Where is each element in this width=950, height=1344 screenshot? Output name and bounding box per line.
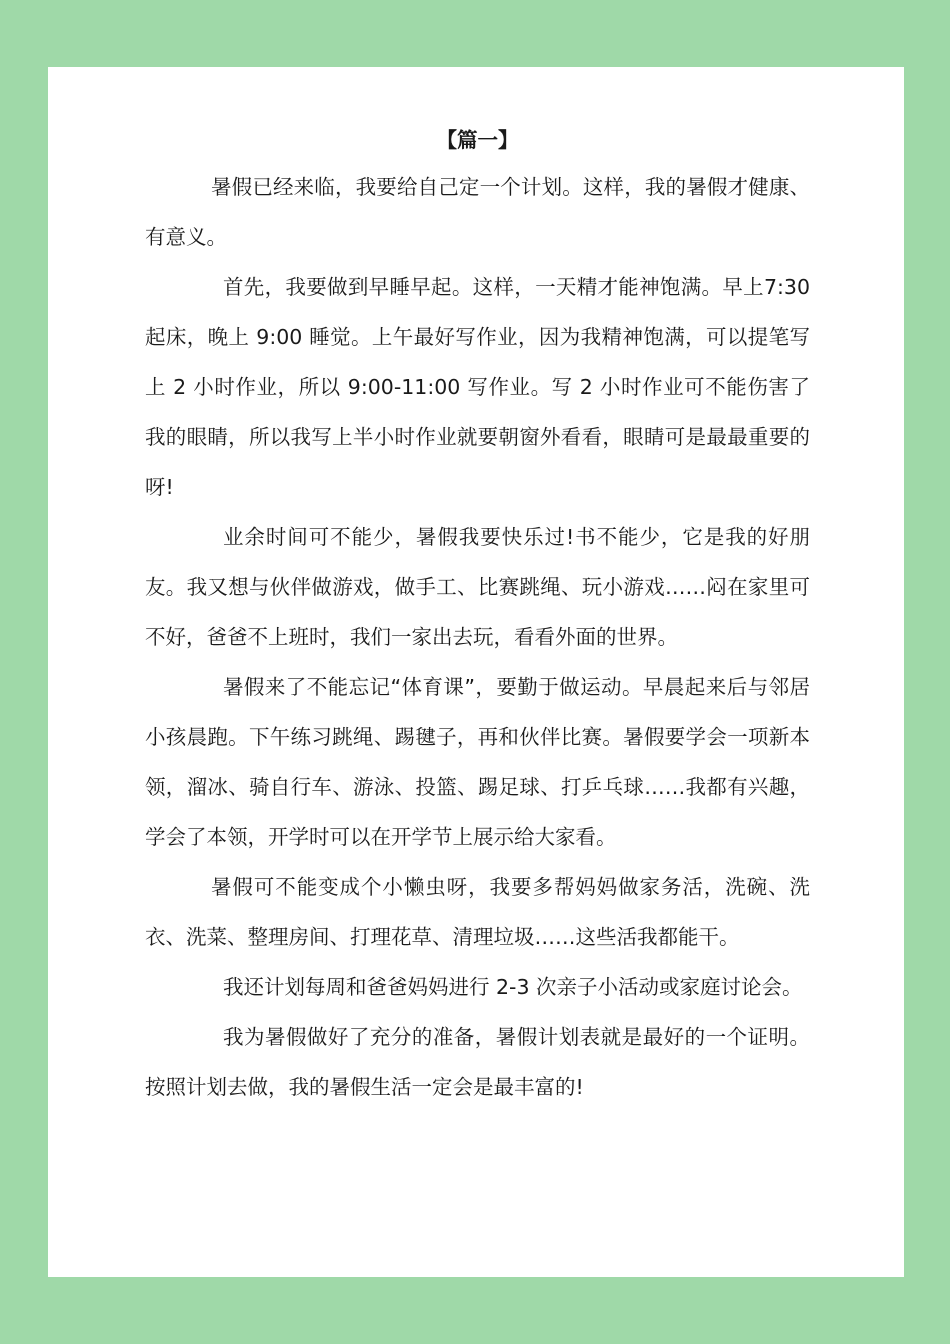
document-body xyxy=(145,118,810,1112)
paragraph-family-activities: 我还计划每周和爸爸妈妈进行 2-3 次亲子小活动或家庭讨论会。 xyxy=(223,975,803,999)
paragraph-chores: 暑假可不能变成个小懒虫呀，我要多帮妈妈做家务活，洗碗、洗衣、洗菜、整理房间、打理花草、清理垃圾……这些活我都能干。 xyxy=(145,875,810,949)
document-title: 【篇一】 xyxy=(436,128,519,152)
paragraph-schedule: 首先，我要做到早睡早起。这样，一天精才能神饱满。早上7:30 起床，晚上 9:00 睡觉。上午最好写作业，因为我精神饱满，可以提笔写上 2 小时作业，所以 9:00-11:00 写作业。写 2 小时作业可不能伤害了我的眼睛，所以我写上半小时作业就要朝窗外看看，眼睛可是最最重要的呀! xyxy=(145,275,810,499)
paragraph-intro: 暑假已经来临，我要给自己定一个计划。这样，我的暑假才健康、有意义。 xyxy=(145,175,810,249)
paragraph-exercise: 暑假来了不能忘记“体育课”，要勤于做运动。早晨起来后与邻居小孩晨跑。下午练习跳绳、踢毽子，再和伙伴比赛。暑假要学会一项新本领，溜冰、骑自行车、游泳、投篮、踢足球、打乒乓球……我都有兴趣，学会了本领，开学时可以在开学节上展示给大家看。 xyxy=(145,675,810,849)
paragraph-leisure: 业余时间可不能少，暑假我要快乐过!书不能少，它是我的好朋友。我又想与伙伴做游戏，做手工、比赛跳绳、玩小游戏……闷在家里可不好，爸爸不上班时，我们一家出去玩，看看外面的世界。 xyxy=(145,525,810,649)
paragraph-conclusion: 我为暑假做好了充分的准备，暑假计划表就是最好的一个证明。按照计划去做，我的暑假生活一定会是最丰富的! xyxy=(145,1025,810,1099)
